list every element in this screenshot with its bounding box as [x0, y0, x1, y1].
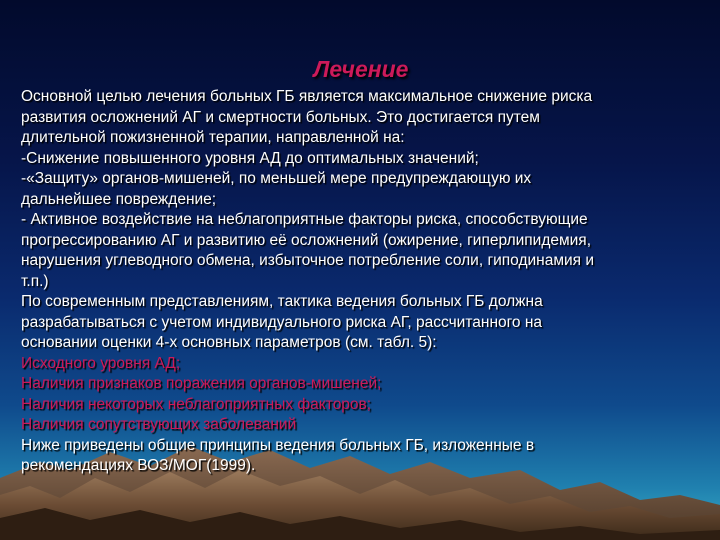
- text-line: прогрессированию АГ и развитию её осложнений (ожирение, гиперлипидемия,: [21, 231, 592, 249]
- text-line: По современным представлениям, тактика ведения больных ГБ должна: [21, 293, 543, 310]
- parameter-item: Исходного уровня АД;: [21, 354, 181, 372]
- text-line: дальнейшее повреждение;: [21, 190, 217, 208]
- text-line: развития осложнений АГ и смертности больных. Это достигается путем: [21, 108, 540, 126]
- text-line: Ниже приведены общие принципы ведения больных ГБ, изложенные в: [21, 436, 535, 454]
- text-line: Основной целью лечения больных ГБ является максимальное снижение риска: [21, 88, 593, 105]
- slide-title: Лечение: [313, 56, 409, 82]
- text-line: т.п.): [21, 272, 49, 290]
- text-line: длительной пожизненной терапии, направленной на:: [21, 129, 405, 146]
- text-line: - Активное воздействие на неблагоприятные факторы риска, способствующие: [21, 211, 588, 228]
- parameter-item: Наличия признаков поражения органов-мишеней;: [21, 375, 382, 392]
- slide-content: [21, 56, 661, 477]
- text-line: нарушения углеводного обмена, избыточное потребление соли, гиподинамия и: [21, 252, 594, 269]
- text-line: основании оценки 4-х основных параметров (см. табл. 5):: [21, 334, 437, 351]
- parameter-item: Наличия сопутствующих заболеваний: [21, 416, 297, 433]
- text-line: -Снижение повышенного уровня АД до оптимальных значений;: [21, 149, 479, 167]
- text-line: рекомендациях ВОЗ/МОГ(1999).: [21, 457, 256, 474]
- text-line: разрабатываться с учетом индивидуального риска АГ, рассчитанного на: [21, 313, 543, 331]
- parameter-item: Наличия некоторых неблагоприятных факторов;: [21, 395, 372, 413]
- text-line: -«Защиту» органов-мишеней, по меньшей мере предупреждающую их: [21, 170, 532, 187]
